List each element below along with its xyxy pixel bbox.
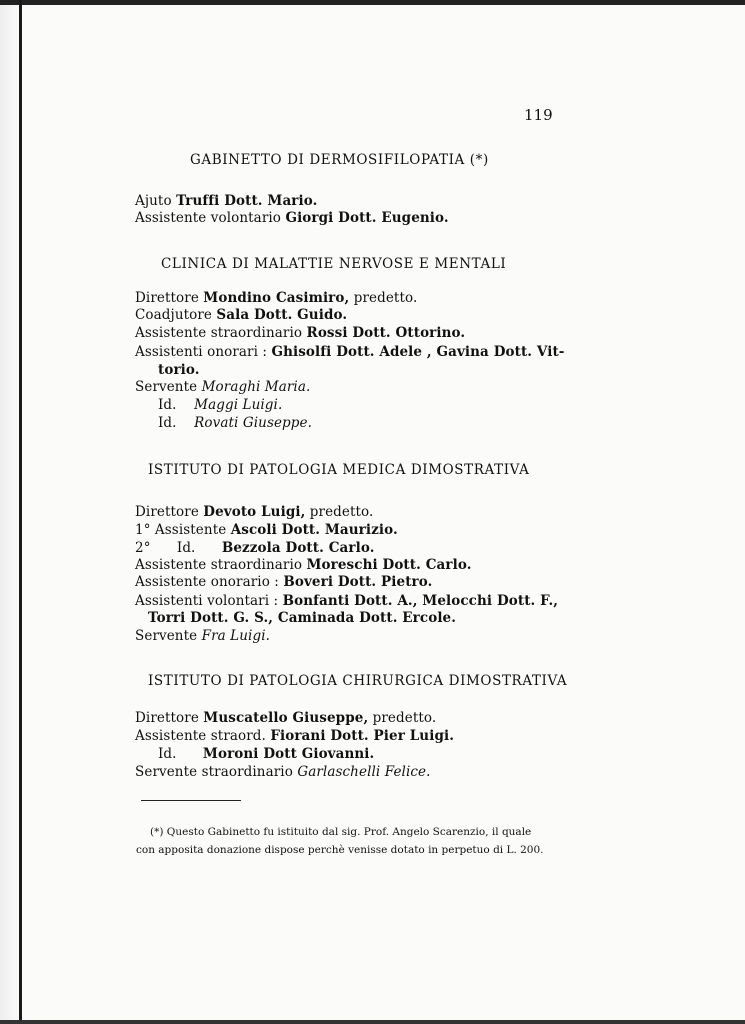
text-line bbox=[135, 325, 465, 341]
person-name: Devoto Luigi, bbox=[203, 504, 306, 520]
person-name: Ghisolfi Dott. Adele , Gavina Dott. Vit- bbox=[271, 344, 565, 360]
person-name: Fiorani Dott. Pier Luigi. bbox=[270, 728, 455, 744]
footnote-line: con apposita donazione dispose perchè venisse dotato in perpetuo di L. 200. bbox=[136, 844, 544, 856]
person-name: torio. bbox=[158, 362, 200, 378]
role-label: predetto. bbox=[368, 710, 437, 726]
text-line bbox=[158, 415, 312, 431]
section-heading: CLINICA DI MALATTIE NERVOSE E MENTALI bbox=[161, 256, 507, 272]
person-name: Sala Dott. Guido. bbox=[216, 307, 348, 323]
person-name: Mondino Casimiro, bbox=[203, 290, 350, 306]
role-label: Assistenti onorari : bbox=[135, 344, 272, 360]
role-label: Id. bbox=[158, 397, 195, 413]
page-number: 119 bbox=[524, 106, 553, 124]
role-label: Direttore bbox=[135, 710, 204, 726]
role-label: Servente bbox=[135, 628, 202, 644]
text-line bbox=[135, 344, 565, 360]
servant-name: Fra Luigi. bbox=[201, 628, 270, 644]
role-label: 1° Assistente bbox=[135, 522, 231, 538]
text-line bbox=[135, 764, 431, 780]
servant-name: Garlaschelli Felice. bbox=[297, 764, 431, 780]
person-name: Bezzola Dott. Carlo. bbox=[221, 540, 375, 556]
role-label: Direttore bbox=[135, 504, 204, 520]
role-label: Id. bbox=[158, 415, 195, 431]
role-label: Id. bbox=[158, 746, 203, 762]
section-heading: ISTITUTO DI PATOLOGIA CHIRURGICA DIMOSTRATIVA bbox=[148, 673, 568, 689]
servant-name: Moraghi Maria. bbox=[201, 379, 311, 395]
person-name: Truffi Dott. Mario. bbox=[176, 193, 318, 209]
role-label: Assistente straordinario bbox=[135, 325, 307, 341]
role-label: Servente bbox=[135, 379, 202, 395]
role-label: Assistente straord. bbox=[135, 728, 271, 744]
text-line bbox=[135, 628, 270, 644]
role-label: Assistente volontario bbox=[135, 210, 286, 226]
role-label: Assistenti volontari : bbox=[135, 593, 283, 609]
text-line bbox=[158, 397, 282, 413]
text-line bbox=[135, 290, 417, 306]
text-line bbox=[135, 557, 472, 573]
person-name: Muscatello Giuseppe, bbox=[203, 710, 369, 726]
scan-edge-top bbox=[0, 0, 745, 5]
person-name: Moreschi Dott. Carlo. bbox=[306, 557, 472, 573]
text-line bbox=[135, 540, 375, 556]
footnote-line: (*) Questo Gabinetto fu istituito dal sig. Prof. Angelo Scarenzio, il quale bbox=[150, 826, 532, 838]
role-label: Assistente onorario : bbox=[135, 574, 284, 590]
person-name: Moroni Dott Giovanni. bbox=[202, 746, 375, 762]
text-line bbox=[135, 379, 310, 395]
role-label: Servente straordinario bbox=[135, 764, 298, 780]
footnote-rule bbox=[141, 800, 241, 801]
scan-edge-bottom bbox=[0, 1020, 745, 1024]
role-label: Direttore bbox=[135, 290, 204, 306]
scan-edge-left bbox=[19, 0, 22, 1024]
text-line bbox=[135, 522, 398, 538]
role-label: predetto. bbox=[349, 290, 418, 306]
role-label: 2° Id. bbox=[135, 540, 222, 556]
text-line bbox=[135, 728, 454, 744]
text-line bbox=[135, 593, 558, 609]
text-line bbox=[135, 193, 317, 209]
role-label: Ajuto bbox=[135, 193, 177, 209]
text-line bbox=[135, 210, 449, 226]
person-name: Boveri Dott. Pietro. bbox=[283, 574, 433, 590]
person-name: Rossi Dott. Ottorino. bbox=[306, 325, 466, 341]
role-label: predetto. bbox=[305, 504, 374, 520]
role-label: Coadjutore bbox=[135, 307, 217, 323]
person-name: Torri Dott. G. S., Caminada Dott. Ercole. bbox=[148, 610, 457, 626]
text-line bbox=[148, 610, 456, 626]
section-heading: GABINETTO DI DERMOSIFILOPATIA (*) bbox=[190, 152, 489, 168]
servant-name: Maggi Luigi. bbox=[194, 397, 283, 413]
role-label: Assistente straordinario bbox=[135, 557, 307, 573]
text-line bbox=[135, 710, 436, 726]
person-name: Ascoli Dott. Maurizio. bbox=[230, 522, 398, 538]
text-line bbox=[135, 504, 373, 520]
servant-name: Rovati Giuseppe. bbox=[194, 415, 313, 431]
text-line bbox=[158, 362, 200, 378]
person-name: Giorgi Dott. Eugenio. bbox=[285, 210, 449, 226]
text-line bbox=[135, 307, 347, 323]
person-name: Bonfanti Dott. A., Melocchi Dott. F., bbox=[282, 593, 559, 609]
section-heading: ISTITUTO DI PATOLOGIA MEDICA DIMOSTRATIVA bbox=[148, 462, 530, 478]
text-line bbox=[135, 574, 432, 590]
text-line bbox=[158, 746, 374, 762]
scan-margin bbox=[0, 0, 19, 1024]
